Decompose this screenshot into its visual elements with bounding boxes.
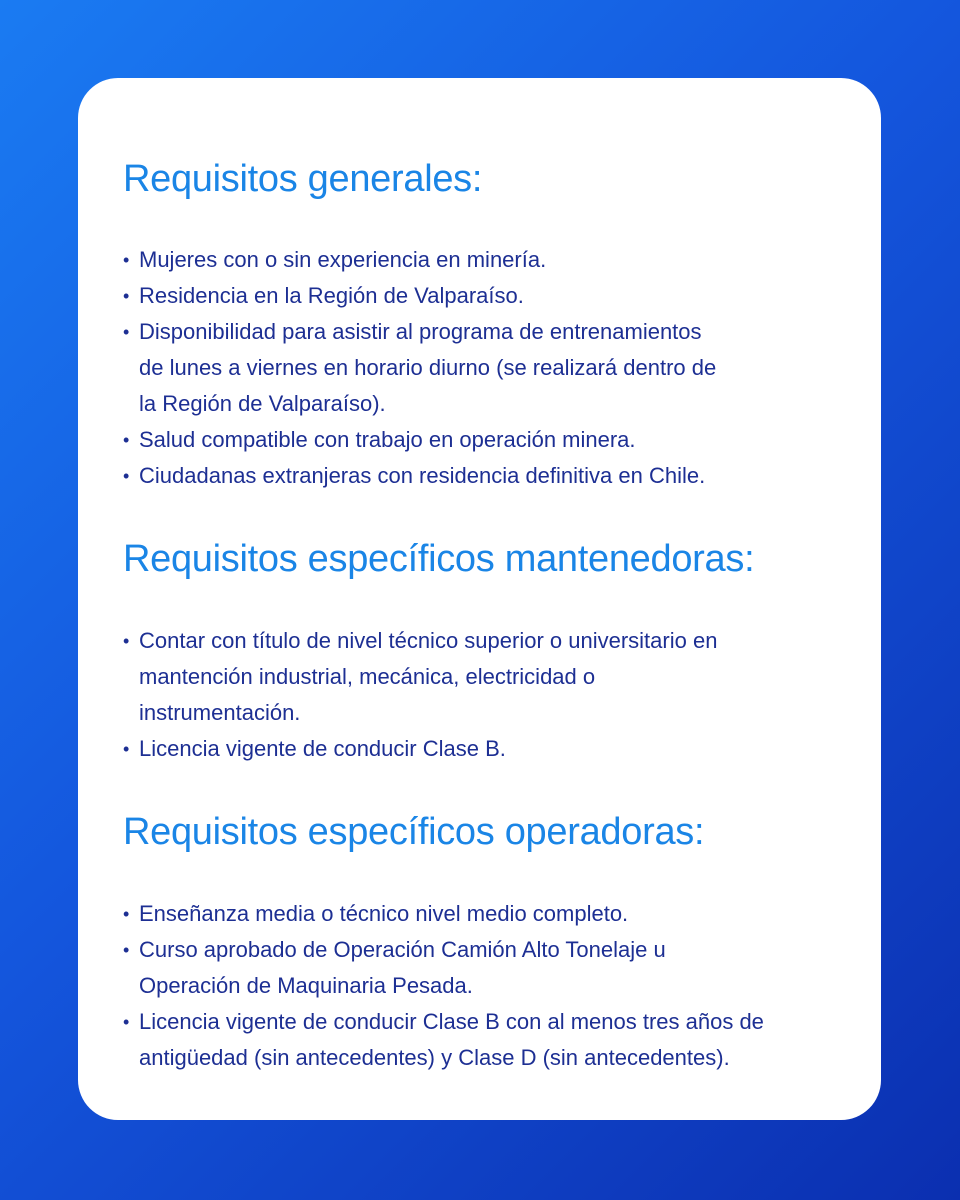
list-item bbox=[123, 458, 841, 494]
list-item-line: de lunes a viernes en horario diurno (se realizará dentro de bbox=[139, 355, 717, 380]
list-item-line: Ciudadanas extranjeras con residencia definitiva en Chile. bbox=[139, 463, 706, 488]
list-item bbox=[123, 278, 841, 314]
list-item-line: Enseñanza media o técnico nivel medio completo. bbox=[139, 901, 629, 926]
bullet-icon: • bbox=[123, 631, 130, 651]
list-item-line: Disponibilidad para asistir al programa de entrenamientos bbox=[139, 319, 702, 344]
list-item-line: instrumentación. bbox=[139, 700, 301, 725]
list-item-line: la Región de Valparaíso). bbox=[139, 391, 386, 416]
list-item bbox=[123, 242, 841, 278]
list-item-line: Licencia vigente de conducir Clase B. bbox=[139, 736, 506, 761]
section-title-maintenance: Requisitos específicos mantenedoras: bbox=[123, 538, 755, 580]
bullet-icon: • bbox=[123, 466, 130, 486]
list-item-line: Salud compatible con trabajo en operación minera. bbox=[139, 427, 636, 452]
bullet-icon: • bbox=[123, 1012, 130, 1032]
bullet-icon: • bbox=[123, 286, 130, 306]
list-item-line: Licencia vigente de conducir Clase B con al menos tres años de bbox=[139, 1009, 764, 1034]
list-item bbox=[123, 932, 841, 1004]
list-item-line: Mujeres con o sin experiencia en minería. bbox=[139, 247, 547, 272]
section-operator-requirements bbox=[123, 767, 841, 1076]
bullet-icon: • bbox=[123, 430, 130, 450]
list-item bbox=[123, 1004, 841, 1076]
list-item-line: Residencia en la Región de Valparaíso. bbox=[139, 283, 524, 308]
section-title-general: Requisitos generales: bbox=[123, 158, 483, 200]
list-item bbox=[123, 731, 841, 767]
list-item-line: Curso aprobado de Operación Camión Alto Tonelaje u bbox=[139, 937, 666, 962]
list-item bbox=[123, 623, 841, 731]
list-item-line: Operación de Maquinaria Pesada. bbox=[139, 973, 473, 998]
list-item bbox=[123, 314, 841, 422]
list-item-line: antigüedad (sin antecedentes) y Clase D (sin antecedentes). bbox=[139, 1045, 730, 1070]
list-item-line: Contar con título de nivel técnico superior o universitario en bbox=[139, 628, 718, 653]
list-item bbox=[123, 896, 841, 932]
general-requirements-list bbox=[123, 242, 841, 494]
list-item-line: mantención industrial, mecánica, electricidad o bbox=[139, 664, 596, 689]
section-title-operators: Requisitos específicos operadoras: bbox=[123, 811, 705, 853]
bullet-icon: • bbox=[123, 322, 130, 342]
section-general-requirements bbox=[123, 78, 841, 494]
list-item bbox=[123, 422, 841, 458]
bullet-icon: • bbox=[123, 940, 130, 960]
operator-requirements-list bbox=[123, 896, 841, 1076]
bullet-icon: • bbox=[123, 904, 130, 924]
maintenance-requirements-list bbox=[123, 623, 841, 767]
section-maintenance-requirements bbox=[123, 494, 841, 767]
requirements-card bbox=[78, 78, 881, 1120]
bullet-icon: • bbox=[123, 250, 130, 270]
bullet-icon: • bbox=[123, 739, 130, 759]
